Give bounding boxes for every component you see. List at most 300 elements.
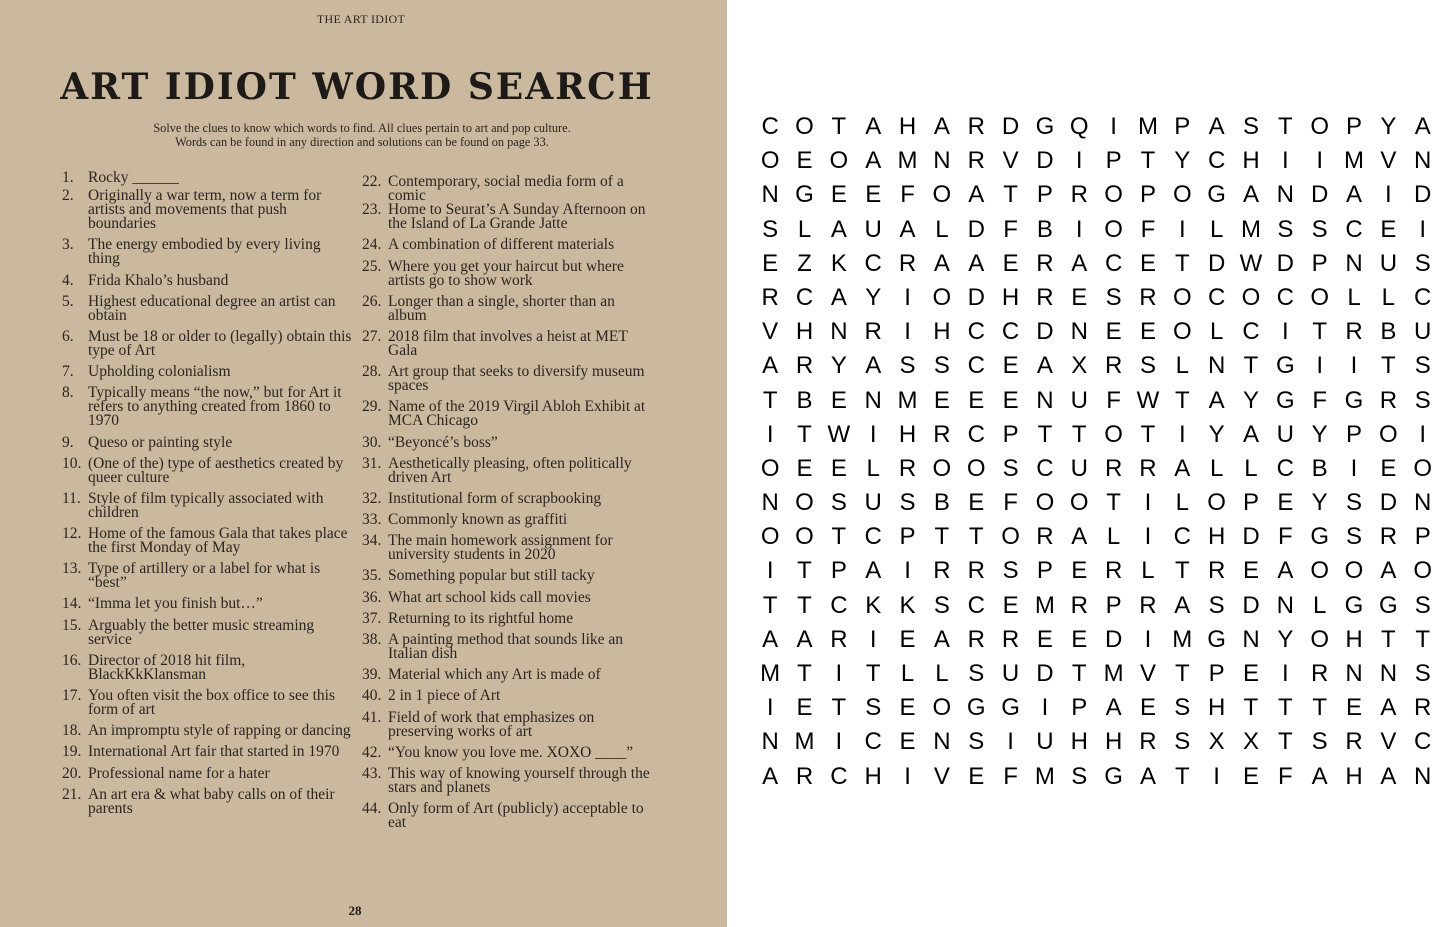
grid-letter: W [827, 420, 851, 448]
clue-text: Typically means “the now,” but for Art it refers to anything created from 1860 to 1970 [88, 384, 342, 430]
grid-letter: E [1071, 625, 1088, 653]
clue-number: 42. [362, 743, 382, 761]
grid-letter: Y [1242, 386, 1259, 414]
grid-letter: G [1001, 694, 1020, 722]
grid-letter: O [760, 454, 780, 482]
grid-letter: L [866, 454, 880, 482]
grid-letter: C [1345, 215, 1363, 243]
grid-letter: E [830, 454, 847, 482]
instructions-line-1: Solve the clues to know which words to find. All clues pertain to art and pop culture. [153, 121, 571, 135]
grid-letter: O [1104, 215, 1123, 243]
grid-letter: L [900, 660, 915, 687]
grid-letter: L [1175, 489, 1189, 517]
grid-letter: I [766, 694, 774, 722]
clue-item [362, 238, 652, 252]
grid-letter: P [1105, 147, 1122, 175]
grid-letter: C [967, 591, 985, 619]
grid-letter: E [1002, 591, 1019, 619]
grid-letter: S [899, 489, 916, 517]
clue-text: Must be 18 or older to (legally) obtain this type of Art [88, 327, 352, 359]
grid-letter: G [1379, 591, 1398, 619]
grid-letter: T [1415, 625, 1431, 653]
clue-text: Contemporary, social media form of a comic [388, 173, 624, 204]
grid-letter: P [899, 523, 916, 551]
word-search-grid [753, 110, 1440, 794]
grid-letter: O [795, 523, 814, 551]
grid-letter: P [1071, 694, 1088, 722]
grid-letter: I [1075, 147, 1083, 175]
clue-number: 41. [362, 708, 382, 726]
grid-letter: R [967, 625, 985, 653]
clue-text: Frida Khalo’s husband [88, 271, 229, 289]
grid-letter: I [766, 420, 774, 448]
grid-letter: E [933, 386, 950, 414]
clue-number: 32. [362, 489, 382, 507]
grid-letter: L [1209, 454, 1224, 482]
clue-item [62, 238, 352, 266]
grid-letter: P [1208, 660, 1225, 687]
grid-letter: N [1207, 352, 1226, 380]
grid-letter: A [1174, 591, 1191, 619]
grid-letter: I [766, 557, 774, 585]
clue-number: 17. [62, 687, 82, 704]
left-page [0, 0, 727, 927]
grid-letter: S [933, 352, 950, 380]
grid-letter: H [864, 762, 882, 790]
grid-letter: F [1003, 762, 1018, 790]
grid-letter: O [966, 454, 986, 482]
grid-letter: C [761, 113, 779, 140]
grid-letter: O [829, 147, 849, 175]
clue-number: 34. [362, 532, 382, 550]
grid-letter: L [1209, 318, 1224, 346]
grid-letter: S [968, 660, 985, 687]
page-title: ART IDIOT WORD SEARCH [60, 66, 654, 108]
grid-letter: S [1242, 113, 1259, 140]
clue-item [62, 616, 352, 648]
grid-row [753, 315, 1440, 349]
grid-letter: C [1414, 283, 1432, 311]
grid-letter: I [1075, 215, 1083, 243]
grid-letter: M [1137, 113, 1158, 140]
grid-letter: R [1345, 318, 1363, 346]
grid-row [753, 657, 1440, 691]
grid-row [753, 418, 1440, 452]
grid-letter: L [935, 660, 949, 687]
clue-number: 24. [362, 236, 382, 254]
grid-letter: H [1242, 147, 1260, 175]
clue-number: 14. [62, 595, 82, 613]
clue-text: “Imma let you finish but…” [88, 595, 263, 613]
grid-letter: C [1207, 283, 1226, 311]
grid-letter: S [1002, 454, 1019, 482]
grid-letter: R [933, 420, 951, 448]
clue-number: 20. [62, 764, 82, 782]
grid-letter: T [1071, 660, 1087, 687]
clue-number: 8. [62, 384, 74, 402]
grid-letter: E [968, 762, 985, 790]
grid-letter: O [932, 181, 952, 209]
grid-row [753, 384, 1440, 418]
grid-letter: A [865, 113, 882, 140]
grid-letter: R [1104, 454, 1123, 482]
grid-letter: X [1208, 728, 1225, 756]
grid-letter: N [864, 386, 882, 414]
grid-letter: G [1275, 386, 1295, 414]
grid-letter: S [899, 352, 916, 380]
grid-letter: V [1002, 147, 1019, 175]
clue-item [62, 651, 352, 683]
clue-number: 29. [362, 398, 382, 416]
clue-text: The main homework assignment for university students in 2020 [388, 532, 613, 564]
grid-letter: A [968, 181, 985, 209]
grid-letter: P [1002, 420, 1019, 448]
clue-number: 28. [362, 363, 382, 381]
grid-letter: E [1139, 694, 1156, 722]
grid-letter: T [797, 557, 812, 585]
grid-letter: G [1207, 181, 1226, 209]
clue-number: 15. [62, 616, 82, 634]
grid-letter: O [1001, 523, 1020, 551]
grid-letter: R [1414, 694, 1432, 722]
grid-letter: C [1001, 318, 1020, 346]
clue-text: Home to Seurat’s A Sunday Afternoon on the Island of La Grande Jatte [388, 201, 646, 233]
clue-text: What art school kids call movies [388, 588, 591, 606]
grid-letter: T [1277, 113, 1293, 140]
grid-letter: R [1104, 352, 1123, 380]
grid-letter: A [1277, 557, 1294, 585]
grid-letter: O [1172, 318, 1192, 346]
grid-row [753, 691, 1440, 725]
grid-letter: L [935, 215, 949, 243]
grid-letter: A [830, 215, 847, 243]
grid-letter: H [1345, 625, 1363, 653]
grid-letter: U [1276, 420, 1294, 448]
grid-letter: B [933, 489, 950, 517]
grid-letter: D [1036, 660, 1054, 687]
grid-letter: E [796, 694, 813, 722]
clue-number: 26. [362, 292, 382, 310]
grid-letter: E [1071, 283, 1088, 311]
grid-letter: S [1414, 352, 1431, 380]
grid-letter: N [1070, 318, 1088, 346]
grid-letter: I [1350, 454, 1358, 482]
clue-number: 13. [62, 560, 82, 578]
clue-number: 21. [62, 785, 82, 803]
clue-text: Returning to its rightful home [388, 609, 574, 627]
grid-letter: E [830, 386, 847, 414]
grid-letter: T [797, 660, 812, 687]
instructions [132, 121, 592, 149]
clue-number: 37. [362, 609, 382, 627]
grid-letter: F [1003, 215, 1018, 243]
clue-item [62, 689, 352, 717]
grid-letter: P [1174, 113, 1191, 140]
grid-letter: S [1105, 283, 1122, 311]
grid-letter: F [1003, 489, 1018, 517]
grid-letter: D [967, 283, 985, 311]
grid-letter: T [762, 591, 778, 619]
grid-letter: S [865, 694, 882, 722]
grid-letter: H [1207, 694, 1226, 722]
grid-letter: M [760, 660, 781, 687]
clue-number: 38. [362, 631, 382, 648]
grid-letter: H [1070, 728, 1088, 756]
grid-letter: T [797, 420, 812, 448]
grid-row [753, 623, 1440, 657]
grid-letter: I [1213, 762, 1220, 790]
clue-number: 4. [62, 271, 74, 289]
clue-number: 27. [362, 327, 382, 345]
grid-letter: U [1070, 386, 1088, 414]
grid-letter: E [1380, 454, 1397, 482]
grid-letter: N [1379, 660, 1398, 687]
clue-item [362, 802, 652, 830]
grid-letter: N [761, 489, 779, 517]
clue-item [362, 257, 652, 289]
grid-letter: I [1316, 147, 1323, 175]
grid-letter: A [865, 147, 882, 175]
clue-number: 5. [62, 292, 74, 310]
clue-number: 3. [62, 236, 74, 254]
clue-text: (One of the) type of aesthetics created by queer culture [88, 454, 344, 486]
grid-letter: S [933, 591, 950, 619]
clue-text: You often visit the box office to see this form of art [88, 687, 335, 718]
grid-letter: F [900, 181, 915, 209]
grid-letter: D [1104, 625, 1123, 653]
grid-row [753, 554, 1440, 588]
grid-letter: I [1385, 181, 1392, 209]
grid-letter: E [1139, 249, 1156, 277]
grid-letter: V [762, 318, 779, 346]
grid-letter: R [1070, 591, 1088, 619]
grid-row [753, 144, 1440, 178]
grid-letter: T [1174, 386, 1190, 414]
grid-letter: S [1414, 591, 1431, 619]
grid-letter: O [760, 523, 780, 551]
grid-letter: T [1140, 420, 1156, 448]
clue-item [62, 785, 352, 817]
grid-letter: S [762, 215, 779, 243]
grid-letter: R [1139, 728, 1157, 756]
grid-letter: F [1140, 215, 1156, 243]
grid-letter: O [1207, 489, 1226, 517]
grid-letter: O [932, 283, 952, 311]
clue-text: 2018 film that involves a heist at MET Gala [388, 327, 628, 359]
grid-letter: S [1414, 386, 1431, 414]
grid-letter: L [1347, 283, 1361, 311]
grid-letter: E [1242, 660, 1259, 687]
grid-letter: X [1071, 352, 1088, 380]
clue-item [62, 489, 352, 521]
grid-letter: A [1105, 694, 1122, 722]
clue-text: Professional name for a hater [88, 764, 270, 782]
clue-item [62, 597, 352, 611]
grid-letter: I [1110, 113, 1117, 140]
grid-letter: A [1174, 454, 1191, 482]
grid-letter: V [1380, 147, 1397, 175]
grid-letter: O [1104, 420, 1123, 448]
grid-letter: O [760, 147, 780, 175]
grid-letter: D [1001, 113, 1020, 140]
grid-letter: D [1242, 523, 1260, 551]
grid-letter: K [830, 249, 847, 277]
grid-letter: O [1310, 557, 1329, 585]
grid-letter: L [797, 215, 812, 243]
grid-letter: P [830, 557, 847, 585]
clue-text: The energy embodied by every living thing [88, 236, 321, 268]
clue-item [62, 764, 352, 782]
grid-letter: S [1311, 728, 1328, 756]
grid-letter: R [1001, 625, 1020, 653]
grid-letter: D [1276, 249, 1294, 277]
grid-letter: I [1281, 660, 1289, 687]
grid-letter: R [967, 147, 985, 175]
grid-letter: F [1312, 386, 1327, 414]
grid-letter: A [1380, 694, 1397, 722]
grid-letter: P [1414, 523, 1431, 551]
grid-letter: C [1414, 728, 1432, 756]
grid-letter: T [1071, 420, 1087, 448]
grid-letter: A [865, 352, 882, 380]
grid-letter: N [1414, 762, 1432, 790]
grid-letter: R [967, 113, 985, 140]
clue-item [62, 189, 352, 231]
grid-letter: V [1380, 728, 1397, 756]
grid-letter: G [1035, 113, 1055, 140]
grid-letter: N [1242, 625, 1260, 653]
grid-letter: P [1105, 591, 1122, 619]
grid-letter: H [933, 318, 951, 346]
grid-letter: G [1344, 386, 1364, 414]
clue-item [362, 175, 652, 203]
grid-letter: E [1380, 215, 1397, 243]
grid-letter: E [1002, 352, 1019, 380]
grid-letter: R [1311, 660, 1329, 687]
grid-letter: O [1035, 489, 1055, 517]
clue-text: Originally a war term, now a term for artists and movements that push boundaries [88, 187, 322, 233]
clue-item [362, 400, 652, 428]
grid-letter: C [864, 728, 882, 756]
clue-text: An impromptu style of rapping or dancing [88, 722, 351, 740]
grid-letter: S [1139, 352, 1156, 380]
clue-item [62, 454, 352, 486]
grid-letter: Y [1277, 625, 1294, 653]
clue-item [362, 454, 652, 486]
grid-letter: M [897, 386, 918, 414]
grid-letter: G [1207, 625, 1226, 653]
grid-letter: B [1380, 318, 1397, 346]
grid-letter: S [1208, 591, 1225, 619]
grid-letter: M [1240, 215, 1261, 243]
grid-letter: A [762, 352, 779, 380]
grid-letter: N [1414, 489, 1432, 517]
grid-letter: I [1144, 625, 1152, 653]
clue-item [362, 203, 652, 231]
grid-row [753, 281, 1440, 315]
grid-letter: T [831, 694, 847, 722]
grid-letter: N [1276, 591, 1294, 619]
grid-letter: F [1277, 762, 1293, 790]
grid-letter: A [1208, 386, 1225, 414]
grid-row [753, 213, 1440, 247]
grid-letter: T [1381, 352, 1396, 380]
grid-letter: E [796, 147, 813, 175]
grid-letter: T [831, 113, 847, 140]
grid-letter: N [1036, 386, 1054, 414]
grid-letter: E [1277, 489, 1294, 517]
grid-letter: O [1413, 454, 1433, 482]
clue-number: 12. [62, 525, 82, 543]
grid-letter: T [1243, 352, 1259, 380]
grid-letter: S [1174, 694, 1191, 722]
grid-letter: R [1036, 283, 1054, 311]
grid-letter: M [1034, 762, 1055, 790]
grid-letter: O [795, 489, 814, 517]
clue-text: “Beyoncé’s boss” [388, 433, 498, 451]
grid-letter: A [968, 249, 985, 277]
clue-text: An art era & what baby calls on of their parents [88, 785, 335, 817]
grid-letter: C [967, 352, 985, 380]
grid-letter: R [1036, 523, 1054, 551]
grid-letter: T [1140, 147, 1156, 175]
clue-item [362, 513, 652, 527]
grid-letter: U [864, 215, 882, 243]
clue-number: 40. [362, 687, 382, 705]
grid-letter: A [762, 762, 779, 790]
grid-letter: C [967, 318, 985, 346]
grid-letter: P [1311, 249, 1328, 277]
clue-item [362, 633, 652, 661]
grid-letter: A [1242, 420, 1259, 448]
grid-letter: H [898, 113, 917, 140]
grid-letter: R [933, 557, 951, 585]
grid-letter: X [1242, 728, 1259, 756]
grid-letter: T [968, 523, 984, 551]
grid-letter: I [1281, 318, 1289, 346]
grid-letter: E [899, 694, 916, 722]
grid-letter: E [796, 454, 813, 482]
clue-text: Rocky ______ [88, 169, 179, 186]
grid-letter: A [1242, 181, 1259, 209]
clue-number: 36. [362, 588, 382, 606]
grid-letter: F [1106, 386, 1121, 414]
grid-letter: N [933, 728, 951, 756]
clue-item [62, 527, 352, 555]
clue-item [362, 489, 652, 507]
clue-item [362, 609, 652, 627]
grid-letter: E [1002, 249, 1019, 277]
grid-letter: T [865, 660, 881, 687]
grid-letter: M [1172, 625, 1193, 653]
grid-letter: R [795, 762, 814, 790]
grid-letter: B [796, 386, 813, 414]
grid-letter: G [1344, 591, 1364, 619]
clue-item [62, 562, 352, 590]
grid-letter: M [794, 728, 815, 756]
grid-letter: R [1345, 728, 1363, 756]
grid-letter: A [762, 625, 779, 653]
grid-letter: P [1139, 181, 1156, 209]
grid-letter: U [1414, 318, 1432, 346]
grid-letter: I [869, 420, 877, 448]
grid-letter: M [1103, 660, 1124, 687]
grid-letter: T [1003, 181, 1018, 209]
grid-letter: H [795, 318, 814, 346]
grid-letter: D [1414, 181, 1432, 209]
clue-number: 16. [62, 651, 82, 669]
clue-number: 25. [362, 257, 382, 275]
